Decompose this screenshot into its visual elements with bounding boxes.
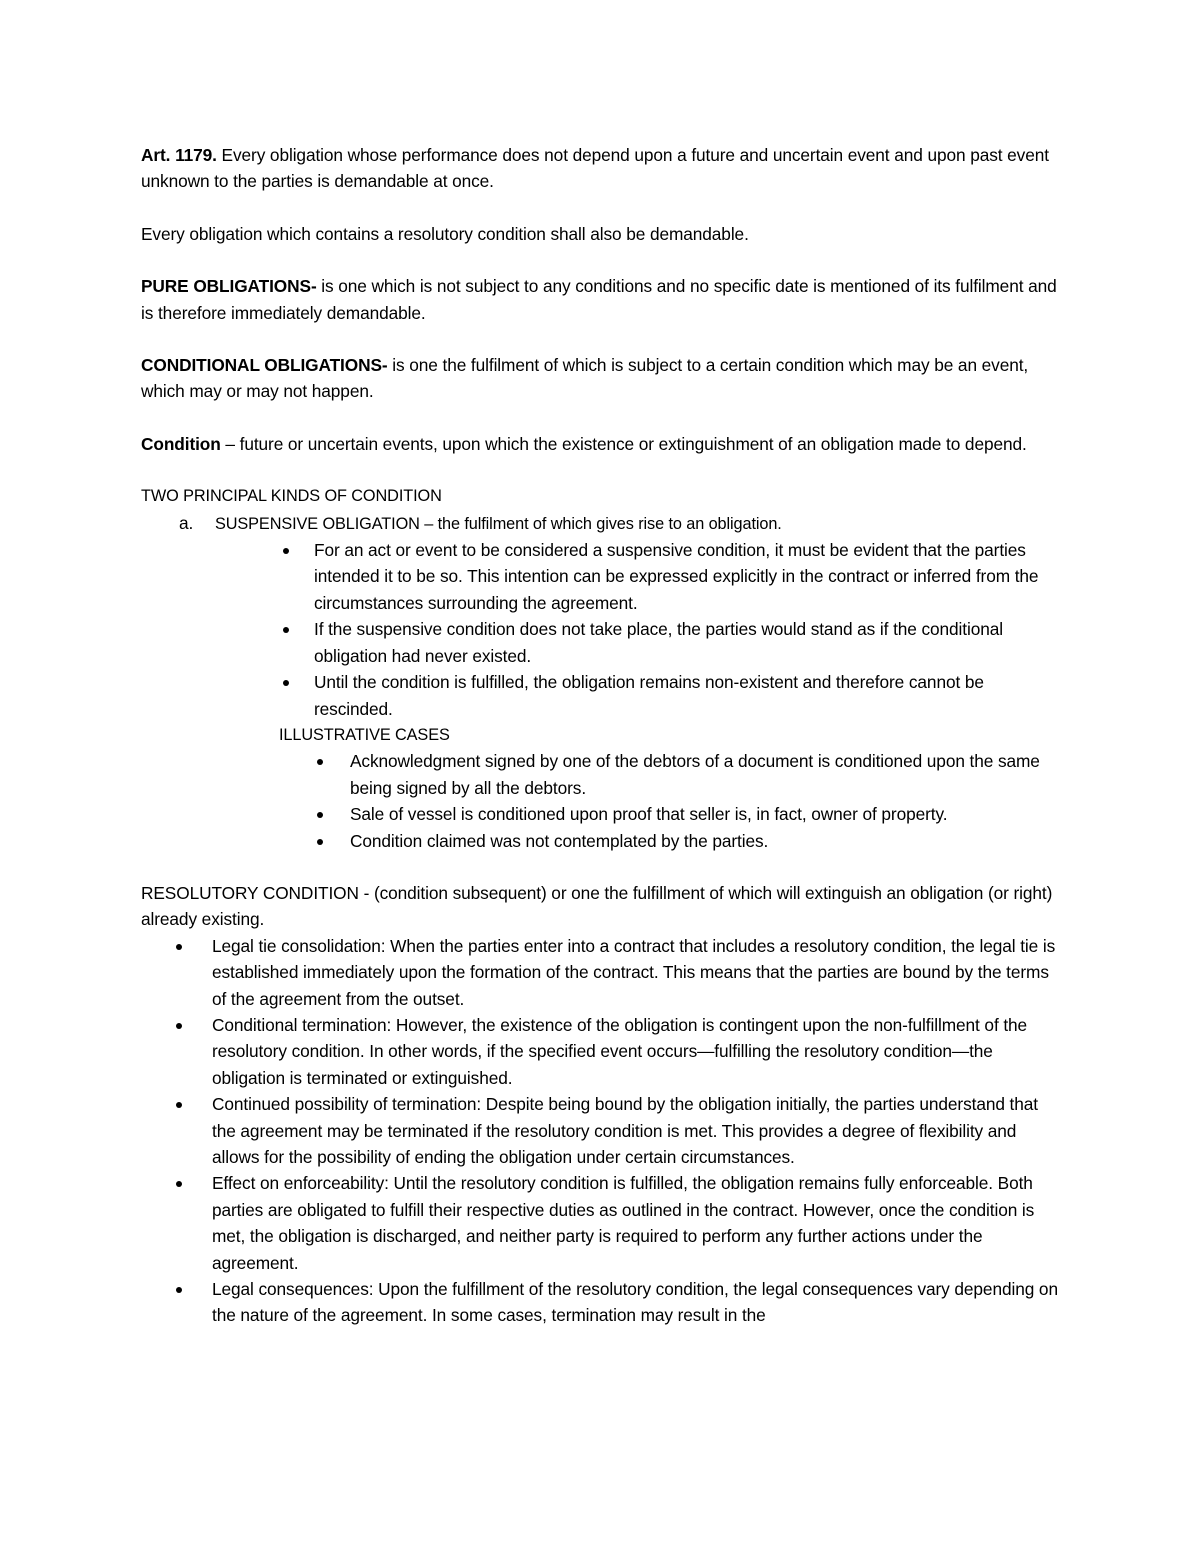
list-item <box>141 1091 1061 1170</box>
bullet-icon <box>176 1287 182 1293</box>
conditional-obligations-label: CONDITIONAL OBLIGATIONS- <box>141 355 388 376</box>
bullet-text: If the suspensive condition does not take place, the parties would stand as if the conditional obligation had never existed. <box>314 619 1004 666</box>
list-item <box>141 748 1061 801</box>
illustrative-cases-list <box>215 748 1061 854</box>
bullet-icon <box>283 680 289 686</box>
condition-text: – future or uncertain events, upon which the existence or extinguishment of an obligation made to depend. <box>220 433 1027 454</box>
pure-obligations-label: PURE OBLIGATIONS- <box>141 276 317 297</box>
conditional-obligations-paragraph <box>141 352 1061 405</box>
bullet-text: Conditional termination: However, the existence of the obligation is contingent upon the non-fulfillment of the resolutory condition. In other words, if the specified event occurs—fulfilling the resolutory condition—the obligation is terminated or extinguished. <box>212 1014 1028 1088</box>
list-item <box>141 1276 1061 1329</box>
illustrative-cases-heading: ILLUSTRATIVE CASES <box>279 725 450 744</box>
list-item <box>141 669 1061 722</box>
list-item <box>141 537 1061 616</box>
condition-paragraph <box>141 431 1061 457</box>
pure-obligations-paragraph <box>141 273 1061 326</box>
article-text: Every obligation whose performance does not depend upon a future and uncertain event and upon past event unknown to the parties is demandable at once. <box>141 145 1049 192</box>
bullet-icon <box>176 1102 182 1108</box>
bullet-text: Until the condition is fulfilled, the obligation remains non-existent and therefore cannot be rescinded. <box>314 672 984 719</box>
suspensive-text: SUSPENSIVE OBLIGATION – the fulfilment of which gives rise to an obligation. <box>215 514 782 533</box>
bullet-icon <box>283 627 289 633</box>
resolutory-demandable-paragraph: Every obligation which contains a resolutory condition shall also be demandable. <box>141 223 749 244</box>
bullet-icon <box>317 759 323 765</box>
list-item <box>141 828 1061 854</box>
list-item <box>141 1170 1061 1276</box>
item-marker-a: a. <box>179 512 194 533</box>
article-label: Art. 1179. <box>141 145 217 165</box>
bullet-icon <box>176 1181 182 1187</box>
pure-obligations-text: is one which is not subject to any conditions and no specific date is mentioned of its fulfilment and is therefore immediately demandable. <box>141 276 1057 323</box>
bullet-icon <box>317 839 323 845</box>
resolutory-bullets <box>141 933 1061 1329</box>
document-body <box>141 142 1061 1329</box>
kinds-list <box>141 510 1061 854</box>
conditional-obligations-text: is one the fulfilment of which is subject to a certain condition which may be an event, which may or may not happen. <box>141 355 1029 402</box>
bullet-text: Effect on enforceability: Until the resolutory condition is fulfilled, the obligation remains fully enforceable. Both parties are obligated to fulfill their respective duties as outlined in the contract. However, once the condition is met, the obligation is discharged, and neither party is required to perform any further actions under the agreement. <box>212 1173 1035 1273</box>
list-item <box>141 616 1061 669</box>
two-kinds-heading: TWO PRINCIPAL KINDS OF CONDITION <box>141 487 442 506</box>
bullet-icon <box>283 548 289 554</box>
bullet-icon <box>176 944 182 950</box>
suspensive-item <box>141 510 1061 854</box>
list-item <box>141 933 1061 1012</box>
condition-label: Condition <box>141 433 221 454</box>
suspensive-bullets <box>215 537 1061 722</box>
bullet-text: Condition claimed was not contemplated by the parties. <box>350 830 769 851</box>
bullet-text: Continued possibility of termination: Despite being bound by the obligation initially, the parties understand that the agreement may be terminated if the resolutory condition is met. This provides a degree of flexibility and allows for the possibility of ending the obligation under certain circumstances. <box>212 1094 1038 1167</box>
bullet-icon <box>317 812 323 818</box>
list-item <box>141 801 1061 827</box>
bullet-text: Sale of vessel is conditioned upon proof that seller is, in fact, owner of property. <box>350 804 948 825</box>
bullet-text: For an act or event to be considered a suspensive condition, it must be evident that the parties intended it to be so. This intention can be expressed explicitly in the contract or inferred from the circumstances surrounding the agreement. <box>314 540 1039 613</box>
bullet-text: Legal tie consolidation: When the parties enter into a contract that includes a resolutory condition, the legal tie is established immediately upon the formation of the contract. This means that the parties are bound by the terms of the agreement from the outset. <box>212 935 1056 1009</box>
article-1179-paragraph <box>141 142 1061 195</box>
bullet-text: Acknowledgment signed by one of the debtors of a document is conditioned upon the same being signed by all the debtors. <box>350 751 1040 798</box>
bullet-icon <box>176 1023 182 1029</box>
bullet-text: Legal consequences: Upon the fulfillment of the resolutory condition, the legal consequences vary depending on the nature of the agreement. In some cases, termination may result in the <box>212 1279 1058 1326</box>
resolutory-condition-heading: RESOLUTORY CONDITION - (condition subsequent) or one the fulfillment of which will extinguish an obligation (or right) already existing. <box>141 882 1053 930</box>
list-item <box>141 1012 1061 1091</box>
